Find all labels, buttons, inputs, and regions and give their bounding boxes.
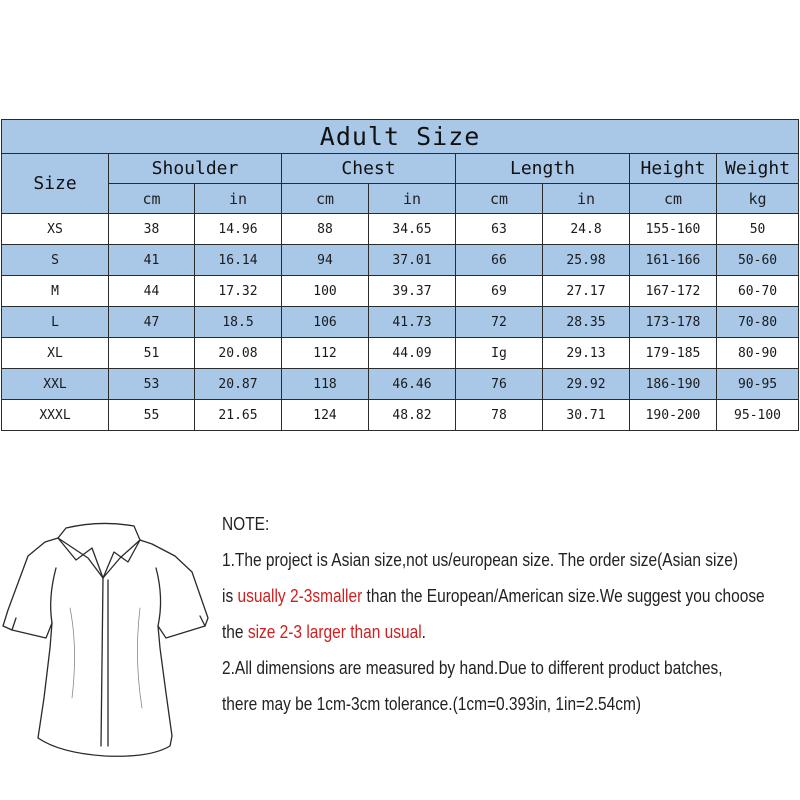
table-cell: 155-160: [630, 214, 717, 245]
size-label-cell: XL: [2, 338, 109, 369]
table-cell: 167-172: [630, 276, 717, 307]
note-line-1: 1.The project is Asian size,not us/european size. The order size(Asian size): [222, 550, 738, 570]
table-cell: 20.08: [195, 338, 282, 369]
chest-header: Chest: [282, 154, 456, 184]
table-cell: 17.32: [195, 276, 282, 307]
note-line-2: [222, 578, 765, 614]
table-cell: 161-166: [630, 245, 717, 276]
table-cell: 47: [109, 307, 195, 338]
shoulder-header: Shoulder: [109, 154, 282, 184]
short-sleeve-shirt-icon: [0, 498, 215, 773]
unit-header: in: [369, 184, 456, 214]
table-cell: 112: [282, 338, 369, 369]
table-cell: 44.09: [369, 338, 456, 369]
table-cell: 88: [282, 214, 369, 245]
table-cell: 30.71: [543, 400, 630, 431]
table-cell: 60-70: [717, 276, 799, 307]
note-highlight: usually 2-3smaller: [237, 586, 363, 606]
table-cell: 27.17: [543, 276, 630, 307]
table-row: [2, 338, 799, 369]
length-header: Length: [456, 154, 630, 184]
table-row: [2, 400, 799, 431]
note-line-4: 2.All dimensions are measured by hand.Due to different product batches,: [222, 658, 723, 678]
table-cell: 76: [456, 369, 543, 400]
unit-header: cm: [282, 184, 369, 214]
table-cell: 29.13: [543, 338, 630, 369]
table-cell: 95-100: [717, 400, 799, 431]
note-text: the: [222, 622, 248, 642]
table-cell: 24.8: [543, 214, 630, 245]
table-cell: 53: [109, 369, 195, 400]
table-cell: 14.96: [195, 214, 282, 245]
table-row: [2, 369, 799, 400]
note-text: than the European/American size.We suggest you choose: [362, 586, 765, 606]
table-row: [2, 276, 799, 307]
size-label-cell: XXL: [2, 369, 109, 400]
table-cell: 124: [282, 400, 369, 431]
table-cell: 46.46: [369, 369, 456, 400]
note-text: is: [222, 586, 238, 606]
size-column-header: Size: [2, 154, 109, 214]
table-cell: 44: [109, 276, 195, 307]
table-cell: 90-95: [717, 369, 799, 400]
table-cell: 70-80: [717, 307, 799, 338]
size-chart-table: [1, 119, 799, 431]
table-cell: 37.01: [369, 245, 456, 276]
table-cell: 48.82: [369, 400, 456, 431]
table-cell: 50-60: [717, 245, 799, 276]
table-cell: 18.5: [195, 307, 282, 338]
note-line-5: there may be 1cm-3cm tolerance.(1cm=0.393in, 1in=2.54cm): [222, 694, 642, 714]
note-line-3: [222, 614, 719, 650]
table-cell: 186-190: [630, 369, 717, 400]
table-cell: 72: [456, 307, 543, 338]
table-cell: 34.65: [369, 214, 456, 245]
table-cell: 39.37: [369, 276, 456, 307]
table-cell: 106: [282, 307, 369, 338]
table-row: [2, 245, 799, 276]
table-cell: 28.35: [543, 307, 630, 338]
table-cell: 38: [109, 214, 195, 245]
table-row: [2, 214, 799, 245]
table-cell: 21.65: [195, 400, 282, 431]
table-cell: 179-185: [630, 338, 717, 369]
table-cell: 100: [282, 276, 369, 307]
note-highlight: size 2-3 larger than usual: [247, 622, 422, 642]
unit-header: cm: [109, 184, 195, 214]
table-cell: 173-178: [630, 307, 717, 338]
size-label-cell: L: [2, 307, 109, 338]
size-label-cell: XXXL: [2, 400, 109, 431]
table-cell: 50: [717, 214, 799, 245]
size-label-cell: XS: [2, 214, 109, 245]
table-cell: 63: [456, 214, 543, 245]
size-note: [222, 506, 765, 722]
unit-header: cm: [456, 184, 543, 214]
note-heading: NOTE:: [222, 514, 270, 534]
table-cell: 190-200: [630, 400, 717, 431]
table-cell: 51: [109, 338, 195, 369]
table-cell: 78: [456, 400, 543, 431]
table-cell: Ig: [456, 338, 543, 369]
table-cell: 20.87: [195, 369, 282, 400]
table-cell: 80-90: [717, 338, 799, 369]
note-text: .: [421, 622, 426, 642]
table-cell: 66: [456, 245, 543, 276]
height-header: Height: [630, 154, 717, 184]
table-cell: 41.73: [369, 307, 456, 338]
table-title: Adult Size: [2, 120, 799, 154]
table-cell: 94: [282, 245, 369, 276]
weight-header: Weight: [717, 154, 799, 184]
unit-header: in: [543, 184, 630, 214]
size-label-cell: S: [2, 245, 109, 276]
table-cell: 118: [282, 369, 369, 400]
table-row: [2, 307, 799, 338]
unit-header: in: [195, 184, 282, 214]
table-cell: 29.92: [543, 369, 630, 400]
size-label-cell: M: [2, 276, 109, 307]
table-cell: 55: [109, 400, 195, 431]
table-cell: 16.14: [195, 245, 282, 276]
table-body: [2, 214, 799, 431]
unit-header: cm: [630, 184, 717, 214]
table-cell: 25.98: [543, 245, 630, 276]
table-cell: 41: [109, 245, 195, 276]
unit-header: kg: [717, 184, 799, 214]
table-cell: 69: [456, 276, 543, 307]
